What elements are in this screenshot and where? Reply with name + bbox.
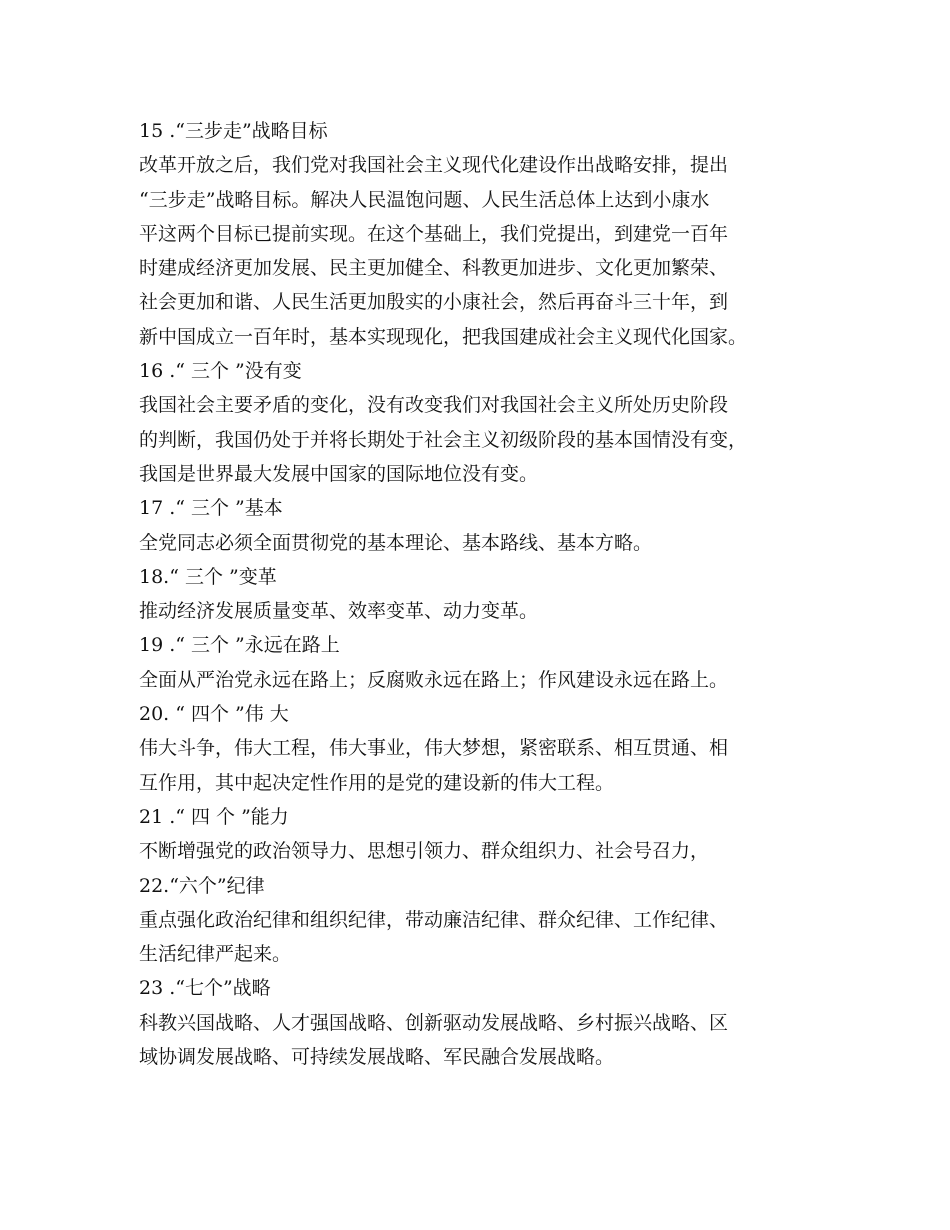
text-line: 改革开放之后，我们党对我国社会主义现代化建设作出战略安排，提出: [139, 154, 729, 177]
text-line: 重点强化政治纪律和组织纪律，带动廉洁纪律、群众纪律、工作纪律、: [139, 908, 729, 931]
text-line: 全面从严治党永远在路上；反腐败永远在路上；作风建设永远在路上。: [139, 668, 729, 691]
document-body: [139, 114, 839, 1074]
text-line: 平这两个目标已提前实现。在这个基础上，我们党提出，到建党一百年: [139, 222, 729, 245]
text-line: “三步走”战略目标。解决人民温饱问题、人民生活总体上达到小康水: [139, 188, 710, 211]
text-line: 推动经济发展质量变革、效率变革、动力变革。: [139, 600, 539, 623]
heading-17: 17 .“ 三个 ”基本: [139, 497, 283, 520]
text-line: 新中国成立一百年时，基本实现现化，把我国建成社会主义现代化国家。: [139, 325, 748, 348]
text-line: 科教兴国战略、人才强国战略、创新驱动发展战略、乡村振兴战略、区: [139, 1011, 729, 1034]
text-line: 伟大斗争，伟大工程，伟大事业，伟大梦想，紧密联系、相互贯通、相: [139, 737, 729, 760]
text-line: 我国是世界最大发展中国家的国际地位没有变。: [139, 462, 539, 485]
heading-23: 23 .“七个”战略: [139, 977, 271, 1000]
heading-18: 18.“ 三个 ”变革: [139, 565, 277, 588]
heading-21: 21 .“ 四 个 ”能力: [139, 805, 289, 828]
text-line: 社会更加和谐、人民生活更加殷实的小康社会，然后再奋斗三十年，到: [139, 291, 729, 314]
text-line: 生活纪律严起来。: [139, 943, 292, 966]
text-line: 的判断，我国仍处于并将长期处于社会主义初级阶段的基本国情没有变，: [139, 428, 748, 451]
text-line: 全党同志必须全面贯彻党的基本理论、基本路线、基本方略。: [139, 531, 653, 554]
heading-20: 20. “ 四个 ”伟 大: [139, 703, 289, 726]
heading-19: 19 .“ 三个 ”永远在路上: [139, 634, 340, 657]
text-line: 时建成经济更加发展、民主更加健全、科教更加进步、文化更加繁荣、: [139, 257, 729, 280]
text-line: 不断增强党的政治领导力、思想引领力、群众组织力、社会号召力，: [139, 840, 710, 863]
heading-15: 15 .“三步走”战略目标: [139, 120, 328, 142]
text-line: 互作用，其中起决定性作用的是党的建设新的伟大工程。: [139, 771, 615, 794]
text-line: 域协调发展战略、可持续发展战略、军民融合发展战略。: [139, 1046, 615, 1069]
text-line: 我国社会主要矛盾的变化，没有改变我们对我国社会主义所处历史阶段: [139, 394, 729, 417]
heading-22: 22.“六个”纪律: [139, 874, 265, 897]
heading-16: 16 .“ 三个 ”没有变: [139, 360, 302, 383]
